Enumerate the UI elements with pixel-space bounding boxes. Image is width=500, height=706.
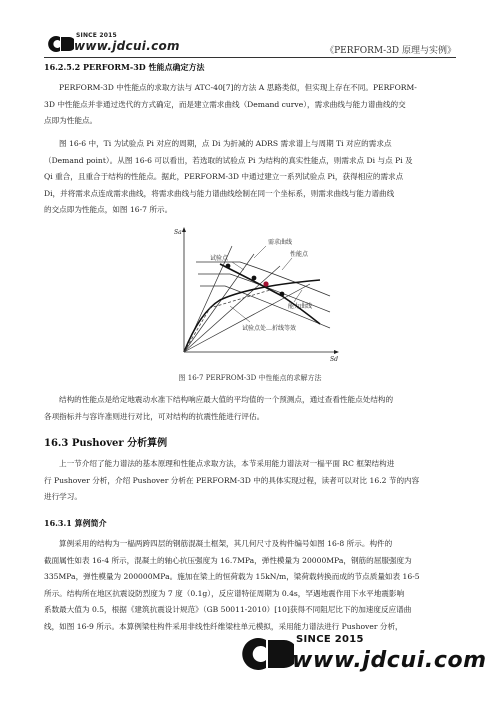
text-line: （Demand point）。从图 16-6 可以看出，若选取的试验点 Pi 为结构的真实性能点，则需求点 Di 与点 Pi 及 xyxy=(44,155,413,165)
trial-point-marker xyxy=(280,292,285,297)
label-capacity-curve: 能力曲线 xyxy=(288,303,313,310)
text-line: 3D 中性能点并非通过迭代的方式确定，而是建立需求曲线（Demand curve），需求曲线与能力谱曲线的交 xyxy=(44,99,406,109)
x-axis-arrow-icon xyxy=(334,350,339,354)
y-axis-arrow-icon xyxy=(182,227,186,232)
demand-spectrum-curve xyxy=(196,262,330,296)
text-line: 各项指标并与容许准则进行对比，可对结构的抗震性能进行评估。 xyxy=(44,411,265,421)
footer-logo-mark-icon xyxy=(238,634,294,674)
footer-url-text: www.jdcui.com xyxy=(292,648,487,673)
section-heading-16-3-1: 16.3.1 算例简介 xyxy=(44,518,107,528)
running-head: 《PERFORM-3D 原理与实例》 xyxy=(325,46,456,56)
label-equal-period: 试验点处…折线等效 xyxy=(242,325,297,332)
leader-line xyxy=(230,306,250,322)
text-line: 所示。结构所在地区抗震设防烈度为 7 度（0.1g），反应谱特征周期为 0.4s，罕遇地震作用下水平地震影响 xyxy=(44,588,405,598)
bilinear-equivalent-line xyxy=(184,290,270,352)
text-line: Di，并将需求点连成需求曲线，将需求曲线与能力谱曲线绘制在同一个坐标系，则需求曲线与能力谱曲线 xyxy=(44,188,395,198)
logo-mark-icon xyxy=(46,34,74,54)
text-line: 点即为性能点。 xyxy=(44,116,98,126)
leader-line xyxy=(282,258,292,270)
x-axis-label: Sd xyxy=(330,356,338,363)
text-line: PERFORM-3D 中性能点的求取方法与 ATC-40[7]的方法 A 思路类似，但实现上存在不同。PERFORM- xyxy=(59,83,417,92)
label-trial-point: 试验点 xyxy=(210,255,229,262)
paragraph-performance-point-intro xyxy=(44,80,456,130)
text-line: 系数最大值为 0.5，根据《建筑抗震设计规范》（GB 50011-2010）[10]获得不同阻尼比下的加速度反应谱曲 xyxy=(44,605,412,615)
section-heading-16-2-5-2: 16.2.5.2 PERFORM-3D 性能点确定方法 xyxy=(44,62,205,72)
text-line: 的交点即为性能点，如图 16-7 所示。 xyxy=(44,205,173,215)
paragraph-performance-point-evaluation xyxy=(44,392,456,425)
text-line: Qi 重合，且重合于结构的性能点。据此，PERFORM-3D 中通过建立一系列试验点 Pi，获得相应的需求点 xyxy=(44,172,404,182)
paragraph-example-introduction xyxy=(44,536,456,636)
performance-point-marker xyxy=(263,281,268,286)
label-demand-curve: 需求曲线 xyxy=(268,239,293,246)
logo-since-text: SINCE 2015 xyxy=(76,32,117,39)
text-line: 算例采用的结构为一榀两跨四层的钢筋混凝土框架，其几何尺寸及构件编号如图 16-8 所示。构件的 xyxy=(59,539,393,548)
y-axis-label: Sa xyxy=(174,229,182,236)
text-line: 图 16-6 中，Ti 为试验点 Pi 对应的周期，点 Di 为折减的 ADRS 需求谱上与周期 Ti 对应的需求点 xyxy=(59,139,392,148)
period-line xyxy=(184,266,280,352)
text-line: 结构的性能点是给定地震动水准下结构响应最大值的平均值的一个预测点，通过查看性能点处结构的 xyxy=(59,395,394,404)
section-heading-16-3: 16.3 Pushover 分析算例 xyxy=(44,438,168,449)
figure-caption: 图 16-7 PERFROM-3D 中性能点的求解方法 xyxy=(178,374,322,382)
footer-since-text: SINCE 2015 xyxy=(296,634,364,645)
figure-16-7-diagram xyxy=(170,224,345,364)
footer-watermark-logo xyxy=(238,630,487,680)
paragraph-pushover-intro xyxy=(44,456,456,506)
text-line: 截面属性如表 16-4 所示，混凝土的轴心抗压强度为 16.7MPa，弹性模量为 20000MPa，钢筋的屈服强度为 xyxy=(44,555,412,565)
text-line: 线，如图 16-9 所示。本算例梁柱构件采用非线性纤维梁柱单元模拟，采用能力谱法进行 Pushover 分析， xyxy=(44,621,403,631)
header-divider xyxy=(44,57,456,58)
site-logo xyxy=(46,28,186,56)
text-line: 上一节介绍了能力谱法的基本原理和性能点求取方法，本节采用能力谱法对一榀平面 RC 框架结构进 xyxy=(59,459,395,468)
leader-line xyxy=(232,262,244,270)
logo-url-text: www.jdcui.com xyxy=(74,39,180,53)
trial-point-marker xyxy=(226,264,231,269)
text-line: 335MPa，弹性模量为 200000MPa。施加在梁上的恒荷载为 15kN/m，梁荷载转换而成的节点质量如表 16-5 xyxy=(44,572,420,582)
trial-point-marker xyxy=(252,276,257,281)
text-line: 进行学习。 xyxy=(44,492,82,502)
paragraph-figure-16-6-explanation xyxy=(44,136,456,219)
label-performance-point: 性能点 xyxy=(290,251,309,258)
leader-line xyxy=(254,246,266,258)
text-line: 行 Pushover 分析，介绍 Pushover 分析在 PERFORM-3D 中的具体实现过程，读者可以对比 16.2 节的内容 xyxy=(44,475,420,485)
period-line xyxy=(184,254,254,352)
